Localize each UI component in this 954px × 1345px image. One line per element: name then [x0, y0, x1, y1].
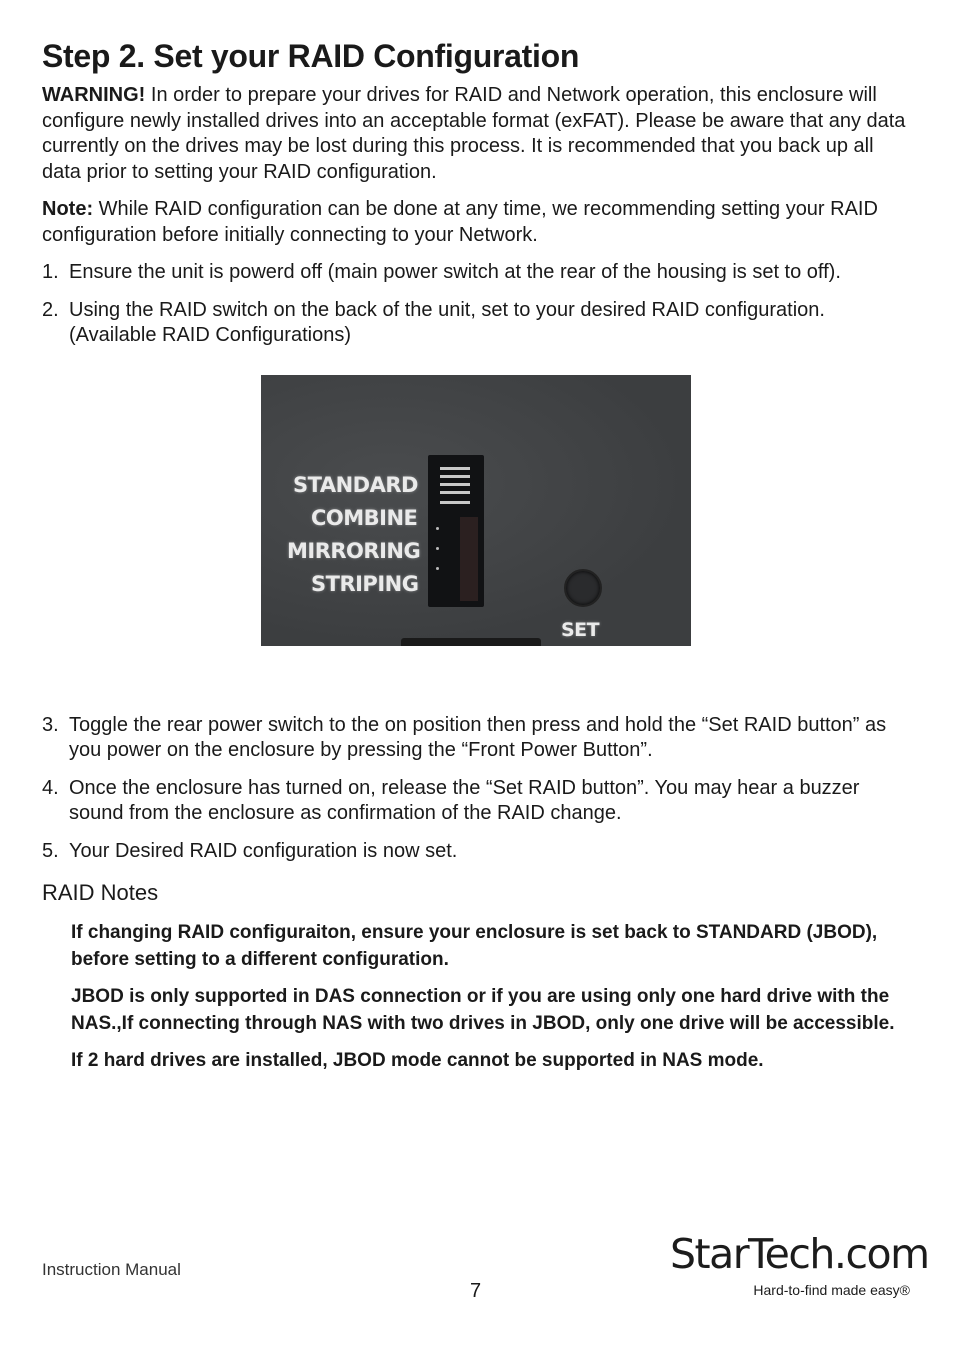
step-number: 5. [42, 839, 59, 862]
raid-note: If changing RAID configuraiton, ensure your enclosure is set back to STANDARD (JBOD), before setting to a different configuration. [71, 922, 878, 970]
photo-label-mirroring: MIRRORING [287, 538, 421, 563]
steps-list-b [42, 713, 912, 865]
step-text: Once the enclosure has turned on, release the “Set RAID button”. You may hear a buzzer sound from the enclosure as confirmation of the RAID change. [69, 776, 860, 824]
step-number: 2. [42, 298, 59, 321]
warning-text: In order to prepare your drives for RAID and Network operation, this enclosure will configure newly installed drives into an acceptable format (exFAT). Please be aware that any data currently on the drives may be lost during this process. It is recommended that you back up all data prior to setting your RAID configuration. [42, 84, 906, 183]
raid-note: JBOD is only supported in DAS connection or if you are using only one hard drive with the NAS.,If connecting through NAS with two drives in JBOD, only one drive will be accessible. [71, 986, 895, 1034]
warning-paragraph [42, 83, 912, 185]
set-button-photo [564, 569, 602, 607]
logo-wordmark: StarTech.com [670, 1230, 929, 1278]
raid-notes [71, 920, 912, 1075]
step-text: Your Desired RAID configuration is now set. [69, 839, 458, 862]
raid-note: If 2 hard drives are installed, JBOD mode cannot be supported in NAS mode. [71, 1050, 764, 1071]
step-text: Ensure the unit is powerd off (main power switch at the rear of the housing is set to off). [69, 261, 841, 283]
photo-label-standard: STANDARD [293, 472, 418, 497]
raid-switch-figure [42, 361, 912, 701]
logo-tagline: Hard-to-find made easy® [753, 1282, 910, 1298]
page-content [42, 38, 912, 1086]
steps-list-a [42, 260, 912, 349]
note-paragraph [42, 197, 912, 248]
step-text: Toggle the rear power switch to the on position then press and hold the “Set RAID button” as you power on the enclosure by pressing the “Front Power Button”. [69, 713, 887, 761]
page-number: 7 [470, 1280, 482, 1302]
warning-label: WARNING! [42, 84, 146, 106]
note-label: Note: [42, 198, 94, 220]
photo-label-combine: COMBINE [311, 505, 418, 530]
step-number: 3. [42, 713, 59, 736]
step-number: 4. [42, 776, 59, 799]
list-item [42, 776, 912, 827]
note-text: While RAID configuration can be done at any time, we recommending setting your RAID configuration before initially connecting to your Network. [42, 198, 878, 246]
raid-slide-switch [428, 455, 484, 607]
list-item [42, 260, 912, 286]
page-title: Step 2. Set your RAID Configuration [42, 38, 580, 74]
list-item [42, 713, 912, 764]
raid-switch-photo [261, 375, 691, 646]
list-item [42, 839, 912, 865]
step-number: 1. [42, 261, 59, 283]
startech-logo [670, 1230, 929, 1302]
photo-label-striping: STRIPING [311, 571, 419, 596]
photo-label-set: SET [561, 618, 600, 641]
step-text: Using the RAID switch on the back of the unit, set to your desired RAID configuration. (Available RAID Configurations) [69, 298, 825, 346]
raid-notes-heading: RAID Notes [42, 880, 159, 905]
list-item [42, 298, 912, 349]
footer-manual-label: Instruction Manual [42, 1260, 181, 1279]
